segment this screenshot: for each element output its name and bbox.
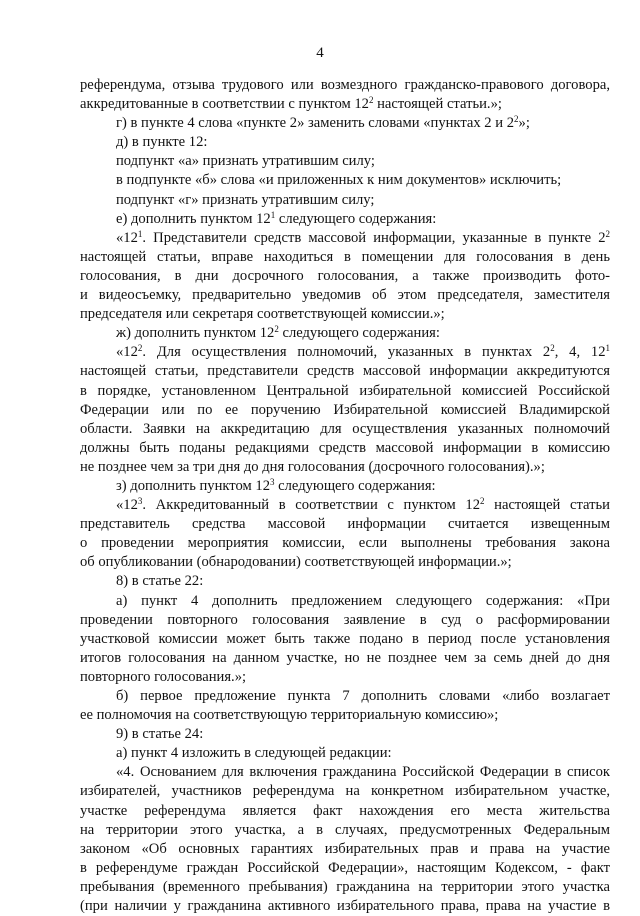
text-segment: председателя или секретаря соответствующей комиссии.»; xyxy=(80,306,445,323)
text-segment: представитель средства массовой информации считается извещенным xyxy=(80,516,610,533)
superscript: 1 xyxy=(270,209,276,220)
text-line xyxy=(80,114,610,133)
text-line xyxy=(80,802,610,821)
text-segment: и видеосъемку, предварительно уведомив об этом председателя, заместителя xyxy=(80,287,610,304)
text-segment: референдума, отзыва трудового или возмездного гражданско-правового договора, xyxy=(80,77,610,93)
superscript: 3 xyxy=(270,477,275,488)
text-segment: следующего содержания: xyxy=(278,325,440,342)
text-line xyxy=(80,687,610,706)
text-segment: пребывания (временного пребывания) гражданина на территории этого участка xyxy=(80,878,610,895)
text-line xyxy=(80,458,610,477)
text-line xyxy=(80,210,610,229)
text-line xyxy=(80,133,610,152)
text-line xyxy=(80,725,610,744)
text-segment: настоящей статьи xyxy=(484,497,610,514)
text-segment: б) первое предложение пункта 7 дополнить словами «либо возлагает xyxy=(116,688,610,704)
text-line xyxy=(80,706,610,725)
text-segment: подпункт «г» признать утратившим силу; xyxy=(116,191,375,208)
text-line xyxy=(80,229,610,248)
text-segment: аккредитованные в соответствии с пунктом 12 xyxy=(80,96,369,113)
document-body xyxy=(80,76,610,916)
superscript: 3 xyxy=(137,496,143,507)
text-segment: «12 xyxy=(116,344,138,361)
text-line xyxy=(80,572,610,591)
text-segment: . Для осуществления полномочий, указанных в пунктах 2 xyxy=(142,344,551,361)
text-segment: об опубликовании (обнародовании) соответствующей информации.»; xyxy=(80,554,512,571)
text-line xyxy=(80,343,610,362)
superscript: 2 xyxy=(480,496,485,507)
superscript: 2 xyxy=(137,343,143,354)
text-segment: «4. Основанием для включения гражданина Российской Федерации в список xyxy=(116,764,610,781)
text-line xyxy=(80,324,610,343)
text-segment: а) пункт 4 изложить в следующей редакции: xyxy=(116,745,392,762)
text-segment: голосования, в дни досрочного голосования, а также производить фото- xyxy=(80,267,610,284)
text-segment: проведении повторного голосования заявление в суд о расформировании xyxy=(80,611,610,628)
text-segment: на территории этого участка, а в случаях, предусмотренных Федеральным xyxy=(80,821,610,838)
text-line xyxy=(80,515,610,534)
text-line xyxy=(80,305,610,324)
text-segment: Федерации или по ее поручению Избирательной комиссией Владимирской xyxy=(80,401,610,418)
text-line xyxy=(80,744,610,763)
text-line xyxy=(80,534,610,553)
text-segment: настоящей статьи.»; xyxy=(373,96,502,113)
text-segment: области. Заявки на аккредитацию для осуществления указанных полномочий xyxy=(80,420,610,437)
text-line xyxy=(80,840,610,859)
text-segment: настоящей статьи, представители средств массовой информации аккредитуются xyxy=(80,363,610,380)
text-line xyxy=(80,420,610,439)
text-line xyxy=(80,782,610,801)
text-line xyxy=(80,649,610,668)
text-line xyxy=(80,859,610,878)
text-segment: а) пункт 4 дополнить предложением следующего содержания: «При xyxy=(116,592,610,609)
text-segment: подпункт «а» признать утратившим силу; xyxy=(116,153,375,170)
text-line xyxy=(80,611,610,630)
text-line xyxy=(80,592,610,611)
text-line xyxy=(80,668,610,687)
text-segment: . Представители средств массовой информации, указанные в пункте 2 xyxy=(142,229,606,246)
text-line xyxy=(80,191,610,210)
text-segment: в референдуме граждан Российской Федерации», настоящим Кодексом, - факт xyxy=(80,859,610,876)
text-segment: о проведении мероприятия комиссии, если выполнены требования закона xyxy=(80,535,610,552)
text-segment: ж) дополнить пунктом 12 xyxy=(116,325,275,342)
text-line xyxy=(80,439,610,458)
text-line xyxy=(80,362,610,381)
superscript: 1 xyxy=(137,228,143,239)
superscript: 1 xyxy=(605,343,610,354)
text-segment: 8) в статье 22: xyxy=(116,573,204,590)
text-line xyxy=(80,248,610,267)
text-line xyxy=(80,382,610,401)
text-line xyxy=(80,763,610,782)
text-segment: итогов голосования на данном участке, но не позднее чем за семь дней до дня xyxy=(80,649,610,666)
text-line xyxy=(80,897,610,916)
text-segment: , 4, 12 xyxy=(554,344,606,361)
text-segment: следующего содержания: xyxy=(274,477,436,494)
text-segment: «12 xyxy=(116,497,138,514)
text-line xyxy=(80,630,610,649)
superscript: 2 xyxy=(605,228,610,239)
text-segment: (при наличии у гражданина активного избирательного права, права на участие в xyxy=(80,898,610,915)
superscript: 2 xyxy=(274,324,279,335)
text-line xyxy=(80,878,610,897)
text-line xyxy=(80,401,610,420)
text-segment: »; xyxy=(518,115,530,132)
text-segment: повторного голосования.»; xyxy=(80,668,247,685)
text-segment: участковой комиссии может быть также подано в период после установления xyxy=(80,630,610,647)
page-number: 4 xyxy=(316,45,324,61)
text-segment: д) в пункте 12: xyxy=(116,134,208,151)
text-line xyxy=(80,76,610,95)
text-segment: в порядке, установленном Центральной избирательной комиссией Российской xyxy=(80,382,610,399)
text-segment: . Аккредитованный в соответствии с пунктом 12 xyxy=(142,497,481,514)
text-segment: следующего содержания: xyxy=(275,210,437,227)
text-segment: законом «Об основных гарантиях избирательных прав и права на участие xyxy=(80,840,610,857)
text-line xyxy=(80,496,610,515)
text-segment: з) дополнить пунктом 12 xyxy=(116,477,270,494)
text-segment: е) дополнить пунктом 12 xyxy=(116,210,271,227)
text-segment: не позднее чем за три дня до дня голосования (досрочного голосования).»; xyxy=(80,458,545,475)
text-line xyxy=(80,267,610,286)
superscript: 2 xyxy=(514,114,519,125)
text-segment: г) в пункте 4 слова «пункте 2» заменить словами «пунктах 2 и 2 xyxy=(116,115,515,132)
text-line xyxy=(80,95,610,114)
text-line xyxy=(80,171,610,190)
text-segment: «12 xyxy=(116,229,138,246)
superscript: 2 xyxy=(368,95,374,106)
superscript: 2 xyxy=(550,343,555,354)
text-segment: в подпункте «б» слова «и приложенных к ним документов» исключить; xyxy=(116,172,562,189)
text-segment: участке референдума является факт нахождения его места жительства xyxy=(80,802,610,819)
text-segment: избирателей, участников референдума на конкретном избирательном участке, xyxy=(80,783,610,800)
text-line xyxy=(80,286,610,305)
text-line xyxy=(80,152,610,171)
text-line xyxy=(80,553,610,572)
text-line xyxy=(80,477,610,496)
text-segment: ее полномочия на соответствующую территориальную комиссию»; xyxy=(80,707,499,724)
text-line xyxy=(80,821,610,840)
text-segment: должны быть поданы редакциями средств массовой информации в комиссию xyxy=(80,439,610,456)
text-segment: настоящей статьи, вправе находиться в помещении для голосования в день xyxy=(80,248,610,265)
text-segment: 9) в статье 24: xyxy=(116,726,204,743)
